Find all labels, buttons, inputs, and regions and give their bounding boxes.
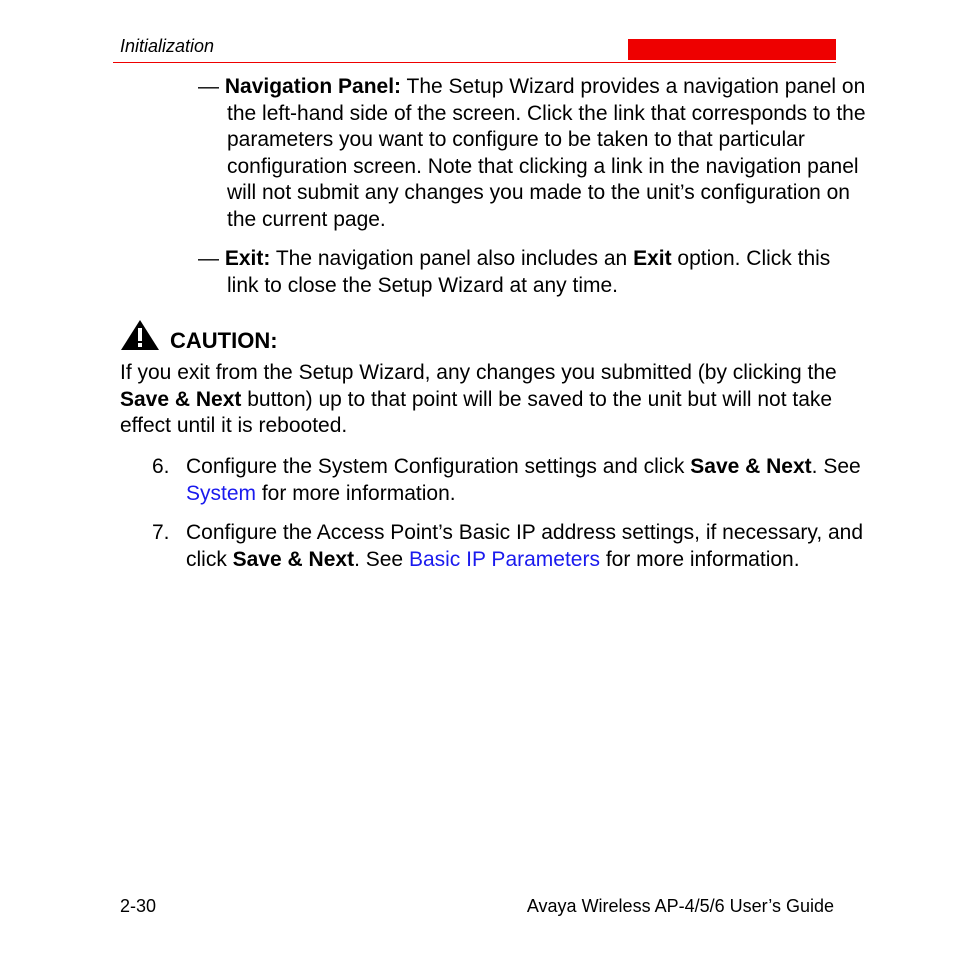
step-text: . See [354,547,409,571]
bullet-exit [198,246,867,299]
header-rule [113,62,836,63]
bullet-dash: — [198,75,219,98]
step-text: . See [811,455,861,478]
step-text: for more information. [256,481,456,505]
guide-title: Avaya Wireless AP-4/5/6 User’s Guide [526,896,834,916]
caution-text [120,360,840,440]
caution-text-a: If you exit from the Setup Wizard, any changes you submitted (by clicking the [120,361,837,384]
bullet-bold: Exit [633,247,672,270]
header-title: Initialization [120,36,215,56]
step-7 [152,520,876,573]
bullet-text: The Setup Wizard provides a navigation panel on the left-hand side of the screen. Click the link that corresponds to the parameters you want to configure to be taken to that particular configuration screen. Note that clicking a link in the navigation panel will not submit any changes you made to the unit’s configuration on the current page. [227,75,866,231]
step-number: 6. [152,455,170,478]
bullet-dash: — [198,247,219,270]
bullet-navigation-panel [198,74,867,233]
caution-title: CAUTION: [170,328,278,353]
step-text: for more information. [599,547,800,571]
link-system[interactable]: System [186,481,257,505]
page-number: 2-30 [120,896,157,916]
bullet-label: Navigation Panel: [224,75,402,98]
step-text: Configure the System Configuration settings and click [186,455,691,478]
caution-text-b: button) up to that point will be saved to the unit but will not take effect until it is rebooted. [120,387,833,437]
warning-triangle-icon [120,319,160,351]
bullet-label: Exit: [224,247,271,270]
step-bold: Save & Next [690,455,812,478]
bullet-text: The navigation panel also includes an [270,247,634,270]
step-number: 7. [152,521,170,544]
step-bold: Save & Next [232,547,355,571]
caution-bold: Save & Next [120,387,242,411]
step-text: Configure the Access Point’s Basic IP address settings, if necessary, and click [186,521,864,571]
header-accent-bar [628,39,836,60]
step-6 [152,454,876,507]
bullet-text: option. Click this link to close the Setup Wizard at any time. [227,247,831,297]
link-basic-ip-parameters[interactable]: Basic IP Parameters [408,547,600,571]
